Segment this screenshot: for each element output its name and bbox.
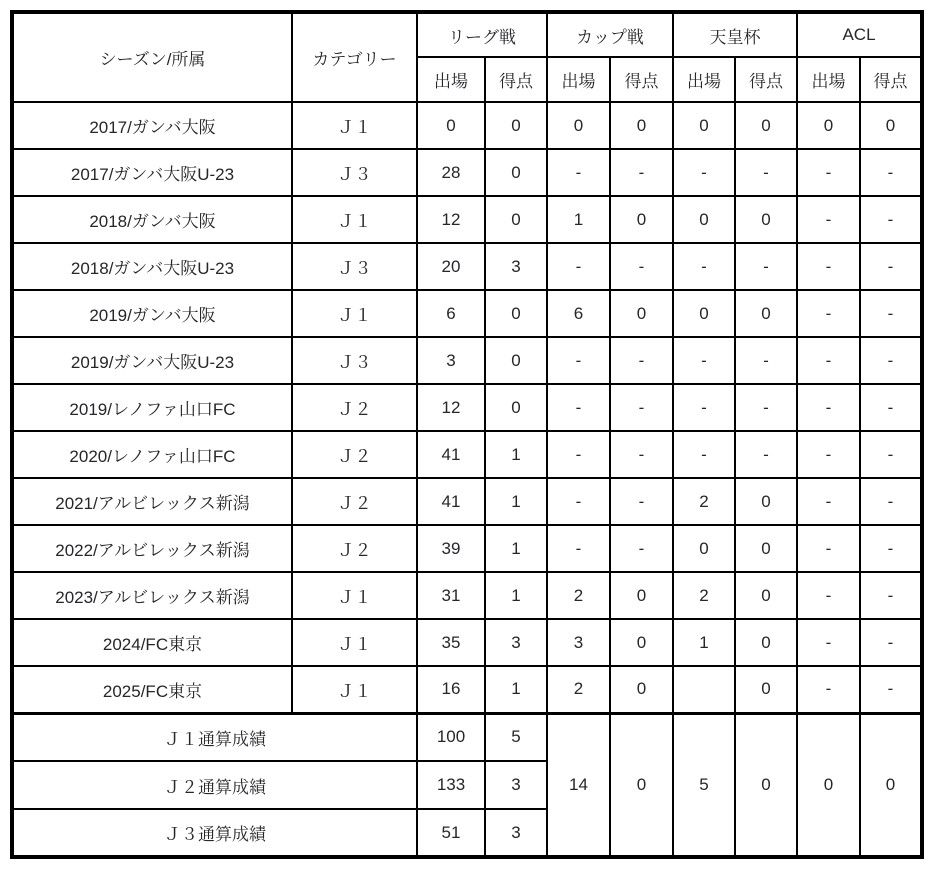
cell-stat: 0	[485, 149, 547, 196]
cell-stat: 0	[673, 290, 735, 337]
cell-stat: 41	[417, 478, 485, 525]
cell-category: Ｊ２	[292, 431, 417, 478]
header-emperors-apps: 出場	[673, 57, 735, 102]
table-row	[12, 478, 922, 525]
cell-totals-merged: 0	[860, 713, 922, 857]
cell-stat: -	[610, 478, 673, 525]
body-rows	[12, 102, 922, 713]
cell-stat: -	[547, 243, 610, 290]
cell-stat: -	[860, 196, 922, 243]
cell-stat: -	[860, 666, 922, 713]
cell-stat: -	[610, 431, 673, 478]
cell-category: Ｊ３	[292, 149, 417, 196]
cell-totals-merged: 0	[735, 713, 797, 857]
cell-stat: -	[610, 525, 673, 572]
header-group-league: リーグ戦	[417, 12, 547, 57]
cell-stat: 0	[485, 384, 547, 431]
cell-totals-league-apps: 51	[417, 809, 485, 857]
cell-stat: 2	[673, 572, 735, 619]
header-group-acl: ACL	[797, 12, 922, 57]
cell-stat: 12	[417, 384, 485, 431]
cell-stat: 0	[673, 196, 735, 243]
cell-stat: -	[547, 337, 610, 384]
cell-season: 2018/ガンバ大阪U-23	[12, 243, 292, 290]
table-row	[12, 290, 922, 337]
table-row	[12, 196, 922, 243]
cell-stat: 3	[547, 619, 610, 666]
cell-stat: 0	[860, 102, 922, 149]
cell-stat: -	[797, 525, 860, 572]
cell-totals-merged: 0	[797, 713, 860, 857]
cell-stat: 35	[417, 619, 485, 666]
cell-stat: 20	[417, 243, 485, 290]
header-group-row	[12, 12, 922, 57]
cell-totals-league-apps: 100	[417, 713, 485, 761]
table-row	[12, 243, 922, 290]
cell-stat: -	[610, 149, 673, 196]
cell-stat: 1	[547, 196, 610, 243]
table-row	[12, 525, 922, 572]
cell-stat: 1	[485, 478, 547, 525]
cell-stat: 0	[735, 666, 797, 713]
cell-stat: 0	[797, 102, 860, 149]
table-row	[12, 619, 922, 666]
cell-season: 2025/FC東京	[12, 666, 292, 713]
table-row	[12, 666, 922, 713]
cell-stat: -	[735, 243, 797, 290]
cell-stat: -	[547, 478, 610, 525]
cell-stat: -	[610, 337, 673, 384]
cell-stat: 16	[417, 666, 485, 713]
cell-stat: 6	[547, 290, 610, 337]
cell-stat	[673, 666, 735, 713]
cell-category: Ｊ１	[292, 196, 417, 243]
header-category: カテゴリー	[292, 12, 417, 102]
cell-stat: -	[860, 243, 922, 290]
cell-stat: -	[673, 337, 735, 384]
cell-stat: -	[860, 525, 922, 572]
cell-season: 2024/FC東京	[12, 619, 292, 666]
cell-stat: -	[860, 619, 922, 666]
cell-category: Ｊ１	[292, 666, 417, 713]
cell-stat: 0	[485, 290, 547, 337]
cell-stat: 1	[485, 572, 547, 619]
cell-stat: 0	[485, 337, 547, 384]
cell-season: 2017/ガンバ大阪U-23	[12, 149, 292, 196]
cell-season: 2022/アルビレックス新潟	[12, 525, 292, 572]
cell-stat: 0	[735, 572, 797, 619]
cell-category: Ｊ２	[292, 525, 417, 572]
cell-stat: 0	[610, 196, 673, 243]
cell-season: 2019/ガンバ大阪U-23	[12, 337, 292, 384]
cell-totals-league-apps: 133	[417, 761, 485, 809]
cell-stat: -	[797, 666, 860, 713]
cell-stat: -	[673, 243, 735, 290]
cell-stat: -	[797, 572, 860, 619]
cell-stat: 3	[485, 619, 547, 666]
table-row	[12, 384, 922, 431]
cell-category: Ｊ１	[292, 572, 417, 619]
cell-stat: -	[860, 431, 922, 478]
cell-stat: -	[735, 149, 797, 196]
header-cup-apps: 出場	[547, 57, 610, 102]
cell-stat: -	[860, 337, 922, 384]
cell-stat: 2	[547, 572, 610, 619]
cell-stat: -	[860, 478, 922, 525]
cell-totals-league-goals: 3	[485, 809, 547, 857]
cell-stat: 0	[735, 525, 797, 572]
cell-season: 2023/アルビレックス新潟	[12, 572, 292, 619]
table-row	[12, 102, 922, 149]
header-acl-goals: 得点	[860, 57, 922, 102]
header-season: シーズン/所属	[12, 12, 292, 102]
cell-stat: -	[797, 243, 860, 290]
cell-stat: 1	[673, 619, 735, 666]
cell-stat: 0	[735, 290, 797, 337]
cell-stat: 0	[417, 102, 485, 149]
cell-stat: 2	[673, 478, 735, 525]
cell-stat: -	[547, 431, 610, 478]
header-acl-apps: 出場	[797, 57, 860, 102]
cell-stat: 1	[485, 525, 547, 572]
cell-stat: -	[797, 290, 860, 337]
cell-season: 2018/ガンバ大阪	[12, 196, 292, 243]
cell-totals-label: Ｊ２通算成績	[12, 761, 417, 809]
totals-rows	[12, 713, 922, 857]
cell-stat: 0	[610, 572, 673, 619]
table-header	[12, 12, 922, 102]
cell-category: Ｊ１	[292, 619, 417, 666]
cell-season: 2019/レノファ山口FC	[12, 384, 292, 431]
cell-stat: 0	[610, 619, 673, 666]
cell-stat: -	[797, 337, 860, 384]
cell-stat: 1	[485, 431, 547, 478]
cell-stat: 12	[417, 196, 485, 243]
cell-stat: 39	[417, 525, 485, 572]
cell-stat: -	[547, 384, 610, 431]
header-cup-goals: 得点	[610, 57, 673, 102]
totals-row	[12, 713, 922, 761]
cell-stat: 2	[547, 666, 610, 713]
cell-stat: -	[797, 196, 860, 243]
cell-season: 2017/ガンバ大阪	[12, 102, 292, 149]
table-row	[12, 572, 922, 619]
cell-stat: -	[610, 243, 673, 290]
header-league-goals: 得点	[485, 57, 547, 102]
cell-totals-label: Ｊ１通算成績	[12, 713, 417, 761]
header-group-emperors-cup: 天皇杯	[673, 12, 797, 57]
table-row	[12, 431, 922, 478]
cell-stat: 6	[417, 290, 485, 337]
cell-stat: 0	[485, 196, 547, 243]
cell-season: 2019/ガンバ大阪	[12, 290, 292, 337]
cell-season: 2021/アルビレックス新潟	[12, 478, 292, 525]
cell-stat: 1	[485, 666, 547, 713]
cell-stat: -	[860, 290, 922, 337]
cell-stat: 0	[735, 619, 797, 666]
cell-category: Ｊ２	[292, 384, 417, 431]
cell-category: Ｊ３	[292, 243, 417, 290]
cell-totals-label: Ｊ３通算成績	[12, 809, 417, 857]
cell-stat: -	[547, 149, 610, 196]
cell-totals-merged: 14	[547, 713, 610, 857]
cell-stat: -	[547, 525, 610, 572]
cell-stat: 3	[485, 243, 547, 290]
cell-totals-merged: 5	[673, 713, 735, 857]
cell-stat: -	[860, 149, 922, 196]
cell-category: Ｊ３	[292, 337, 417, 384]
cell-stat: -	[673, 149, 735, 196]
cell-totals-league-goals: 5	[485, 713, 547, 761]
cell-stat: -	[735, 431, 797, 478]
cell-stat: 3	[417, 337, 485, 384]
cell-stat: 0	[610, 666, 673, 713]
cell-totals-league-goals: 3	[485, 761, 547, 809]
cell-stat: -	[673, 431, 735, 478]
cell-season: 2020/レノファ山口FC	[12, 431, 292, 478]
cell-stat: 0	[735, 196, 797, 243]
cell-category: Ｊ１	[292, 102, 417, 149]
cell-stat: -	[797, 384, 860, 431]
cell-stat: -	[673, 384, 735, 431]
cell-stat: 0	[673, 102, 735, 149]
cell-category: Ｊ２	[292, 478, 417, 525]
cell-stat: -	[860, 572, 922, 619]
cell-totals-merged: 0	[610, 713, 673, 857]
cell-stat: 31	[417, 572, 485, 619]
header-group-cup: カップ戦	[547, 12, 673, 57]
cell-stat: 0	[735, 102, 797, 149]
header-league-apps: 出場	[417, 57, 485, 102]
cell-stat: 0	[610, 290, 673, 337]
cell-stat: 0	[485, 102, 547, 149]
table-row	[12, 149, 922, 196]
cell-stat: -	[797, 478, 860, 525]
header-emperors-goals: 得点	[735, 57, 797, 102]
cell-stat: -	[797, 619, 860, 666]
cell-stat: -	[735, 337, 797, 384]
cell-stat: 41	[417, 431, 485, 478]
cell-stat: 0	[610, 102, 673, 149]
cell-stat: 28	[417, 149, 485, 196]
cell-stat: 0	[673, 525, 735, 572]
career-stats-table	[10, 10, 924, 859]
cell-stat: -	[797, 149, 860, 196]
cell-stat: 0	[735, 478, 797, 525]
table-row	[12, 337, 922, 384]
cell-stat: -	[797, 431, 860, 478]
cell-stat: 0	[547, 102, 610, 149]
cell-stat: -	[735, 384, 797, 431]
cell-category: Ｊ１	[292, 290, 417, 337]
cell-stat: -	[610, 384, 673, 431]
cell-stat: -	[860, 384, 922, 431]
